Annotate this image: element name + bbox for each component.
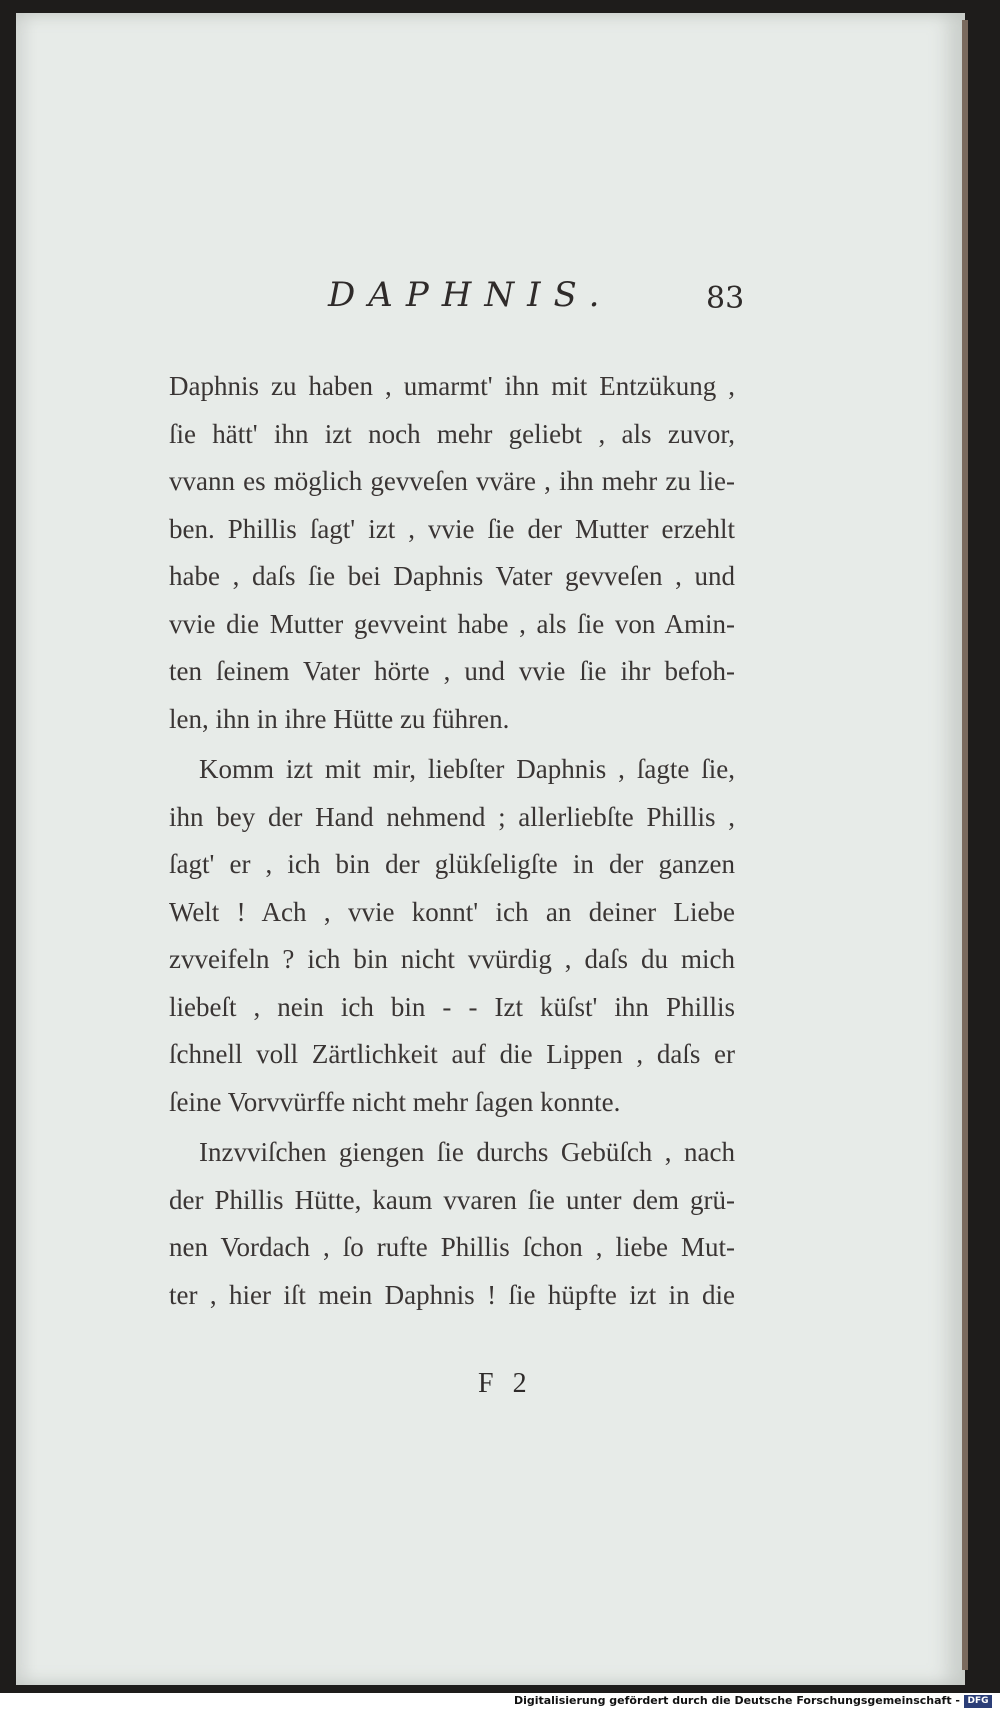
text-line: ben. Phillis ſagt' izt , vvie ſie der Mutter erzehlt <box>169 513 735 544</box>
text-line: ter , hier iſt mein Daphnis ! ſie hüpfte izt in die <box>169 1279 735 1310</box>
text-line: Welt ! Ach , vvie konnt' ich an deiner Liebe <box>169 896 735 927</box>
text-line: nen Vordach , ſo rufte Phillis ſchon , liebe Mut- <box>169 1232 735 1262</box>
dfg-logo: DFG <box>964 1695 992 1708</box>
text-line: Daphnis zu haben , umarmt' ihn mit Entzükung , <box>169 371 735 401</box>
text-line: ten ſeinem Vater hörte , und vvie ſie ihr befoh- <box>169 656 735 686</box>
text-line: zvveifeln ? ich bin nicht vvürdig , daſs du mich <box>169 944 735 974</box>
funding-credit: Digitalisierung gefördert durch die Deutsche Forschungsgemeinschaft - <box>513 1694 960 1707</box>
text-line: ſie hätt' ihn izt noch mehr geliebt , als zuvor, <box>169 418 735 449</box>
text-line: ſchnell voll Zärtlichkeit auf die Lippen , daſs er <box>169 1039 735 1069</box>
paragraph <box>169 746 735 1126</box>
text-line: len, ihn in ihre Hütte zu führen. <box>169 703 510 734</box>
paragraph <box>169 1129 735 1319</box>
paragraph <box>169 363 735 743</box>
digitization-footer <box>0 1693 1000 1711</box>
text-line: liebeſt , nein ich bin - - Izt küſst' ihn Phillis <box>169 991 735 1022</box>
text-line: vvie die Mutter gevveint habe , als ſie von Amin- <box>169 608 735 639</box>
page-number: 83 <box>706 281 745 316</box>
book-page <box>16 13 965 1685</box>
body-text <box>169 363 735 1319</box>
signature-mark: F 2 <box>478 1368 533 1399</box>
text-line: ſeine Vorvvürffe nicht mehr ſagen konnte. <box>169 1086 621 1117</box>
text-line: der Phillis Hütte, kaum vvaren ſie unter dem grü- <box>169 1184 735 1215</box>
running-title: DAPHNIS. <box>328 275 613 315</box>
text-line: Komm izt mit mir, liebſter Daphnis , ſagte ſie, <box>199 754 735 784</box>
text-line: vvann es möglich gevveſen vväre , ihn mehr zu lie- <box>169 466 735 496</box>
text-line: ihn bey der Hand nehmend ; allerliebſte Phillis , <box>169 801 735 832</box>
text-line: ſagt' er , ich bin der glükſeligſte in der ganzen <box>169 849 735 879</box>
text-line: habe , daſs ſie bei Daphnis Vater gevveſen , und <box>169 561 735 591</box>
page-edge <box>962 20 968 1670</box>
text-line: Inzvviſchen giengen ſie durchs Gebüſch , nach <box>199 1137 735 1167</box>
running-head <box>16 275 962 325</box>
